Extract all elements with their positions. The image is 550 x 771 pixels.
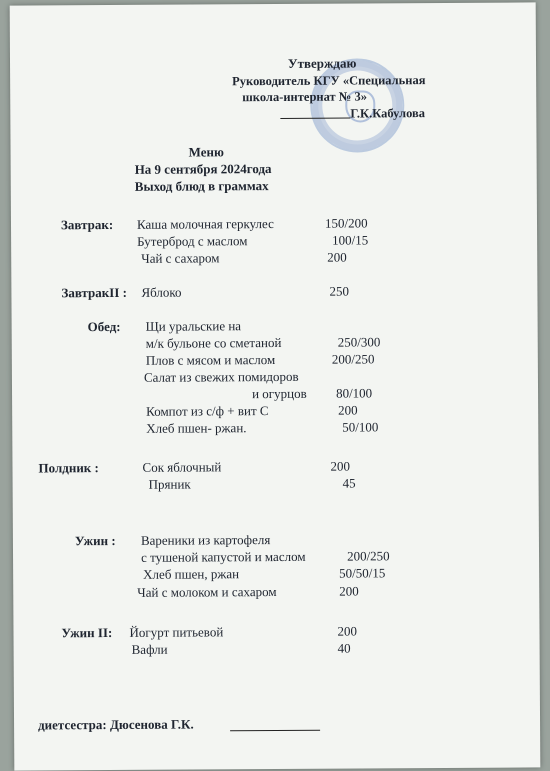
- dish-weight: 200: [330, 458, 351, 474]
- dish-weight: 200/250: [346, 548, 390, 564]
- dish-name: Бутерброд с маслом: [137, 233, 248, 249]
- dish-name: м/к бульоне со сметаной: [145, 334, 282, 351]
- approval-signer: Г.К.Кабулова: [350, 106, 426, 121]
- dish-weight: 250/300: [337, 334, 381, 350]
- dish-weight: 200: [338, 402, 358, 418]
- dietitian-signature: диетсестра: Дюсенова Г.К.: [38, 716, 194, 733]
- dish-name: Щи уральские на: [145, 318, 242, 334]
- menu-title: Меню: [188, 144, 224, 160]
- dish-name: с тушеной капустой и маслом: [140, 548, 306, 565]
- dish-weight: 200: [337, 623, 358, 639]
- meal-label: Завтрак:: [60, 216, 114, 233]
- meal-label: Полдник :: [38, 460, 99, 476]
- dish-name: Компот из с/ф + вит С: [146, 403, 269, 419]
- dish-weight: 200: [327, 249, 347, 265]
- dish-name: Йогурт питьевой: [129, 624, 224, 640]
- dish-weight: 150/200: [324, 215, 368, 231]
- dish-name: Сок яблочный: [142, 459, 222, 475]
- dish-weight: 200: [339, 583, 359, 599]
- approval-line-2: школа-интернат № 3»: [242, 89, 368, 105]
- meal-label: Ужин II:: [61, 624, 113, 641]
- approval-title: Утверждаю: [287, 55, 357, 71]
- dish-name: Чай с молоком и сахаром: [137, 583, 277, 600]
- dish-name: и огурцов: [251, 385, 307, 402]
- dish-name: Чай с сахаром: [141, 250, 220, 266]
- approval-line-1: Руководитель КГУ «Специальная: [232, 73, 426, 89]
- dietitian-signature-line: [230, 730, 320, 732]
- meal-label: ЗавтракII :: [61, 284, 127, 301]
- dish-weight: 100/15: [332, 232, 369, 248]
- meal-label: Обед:: [87, 318, 121, 335]
- dish-name: Яблоко: [141, 284, 182, 300]
- dish-name: Пряник: [148, 476, 191, 492]
- dish-name: Плов с мясом и маслом: [145, 351, 276, 368]
- dish-name: Хлеб пшен, ржан: [143, 566, 240, 582]
- dish-weight: 250: [329, 283, 349, 299]
- dish-weight: 200/250: [331, 351, 375, 367]
- dish-name: Хлеб пшен- ржан.: [146, 420, 247, 436]
- dish-name: Каша молочная геркулес: [136, 216, 274, 232]
- menu-sheet: [10, 2, 541, 770]
- dish-name: Вафли: [131, 641, 168, 657]
- dish-weight: 50/100: [342, 419, 379, 435]
- dish-name: Салат из свежих помидоров: [143, 368, 299, 385]
- menu-output-note: Выход блюд в граммах: [134, 178, 269, 194]
- dish-weight: 45: [342, 475, 356, 491]
- menu-date: На 9 сентября 2024года: [134, 161, 272, 177]
- dish-weight: 80/100: [335, 385, 373, 401]
- dish-name: Вареники из картофеля: [140, 532, 271, 548]
- meal-label: Ужин :: [74, 532, 116, 549]
- dish-weight: 50/50/15: [339, 565, 386, 581]
- dish-weight: 40: [337, 640, 351, 656]
